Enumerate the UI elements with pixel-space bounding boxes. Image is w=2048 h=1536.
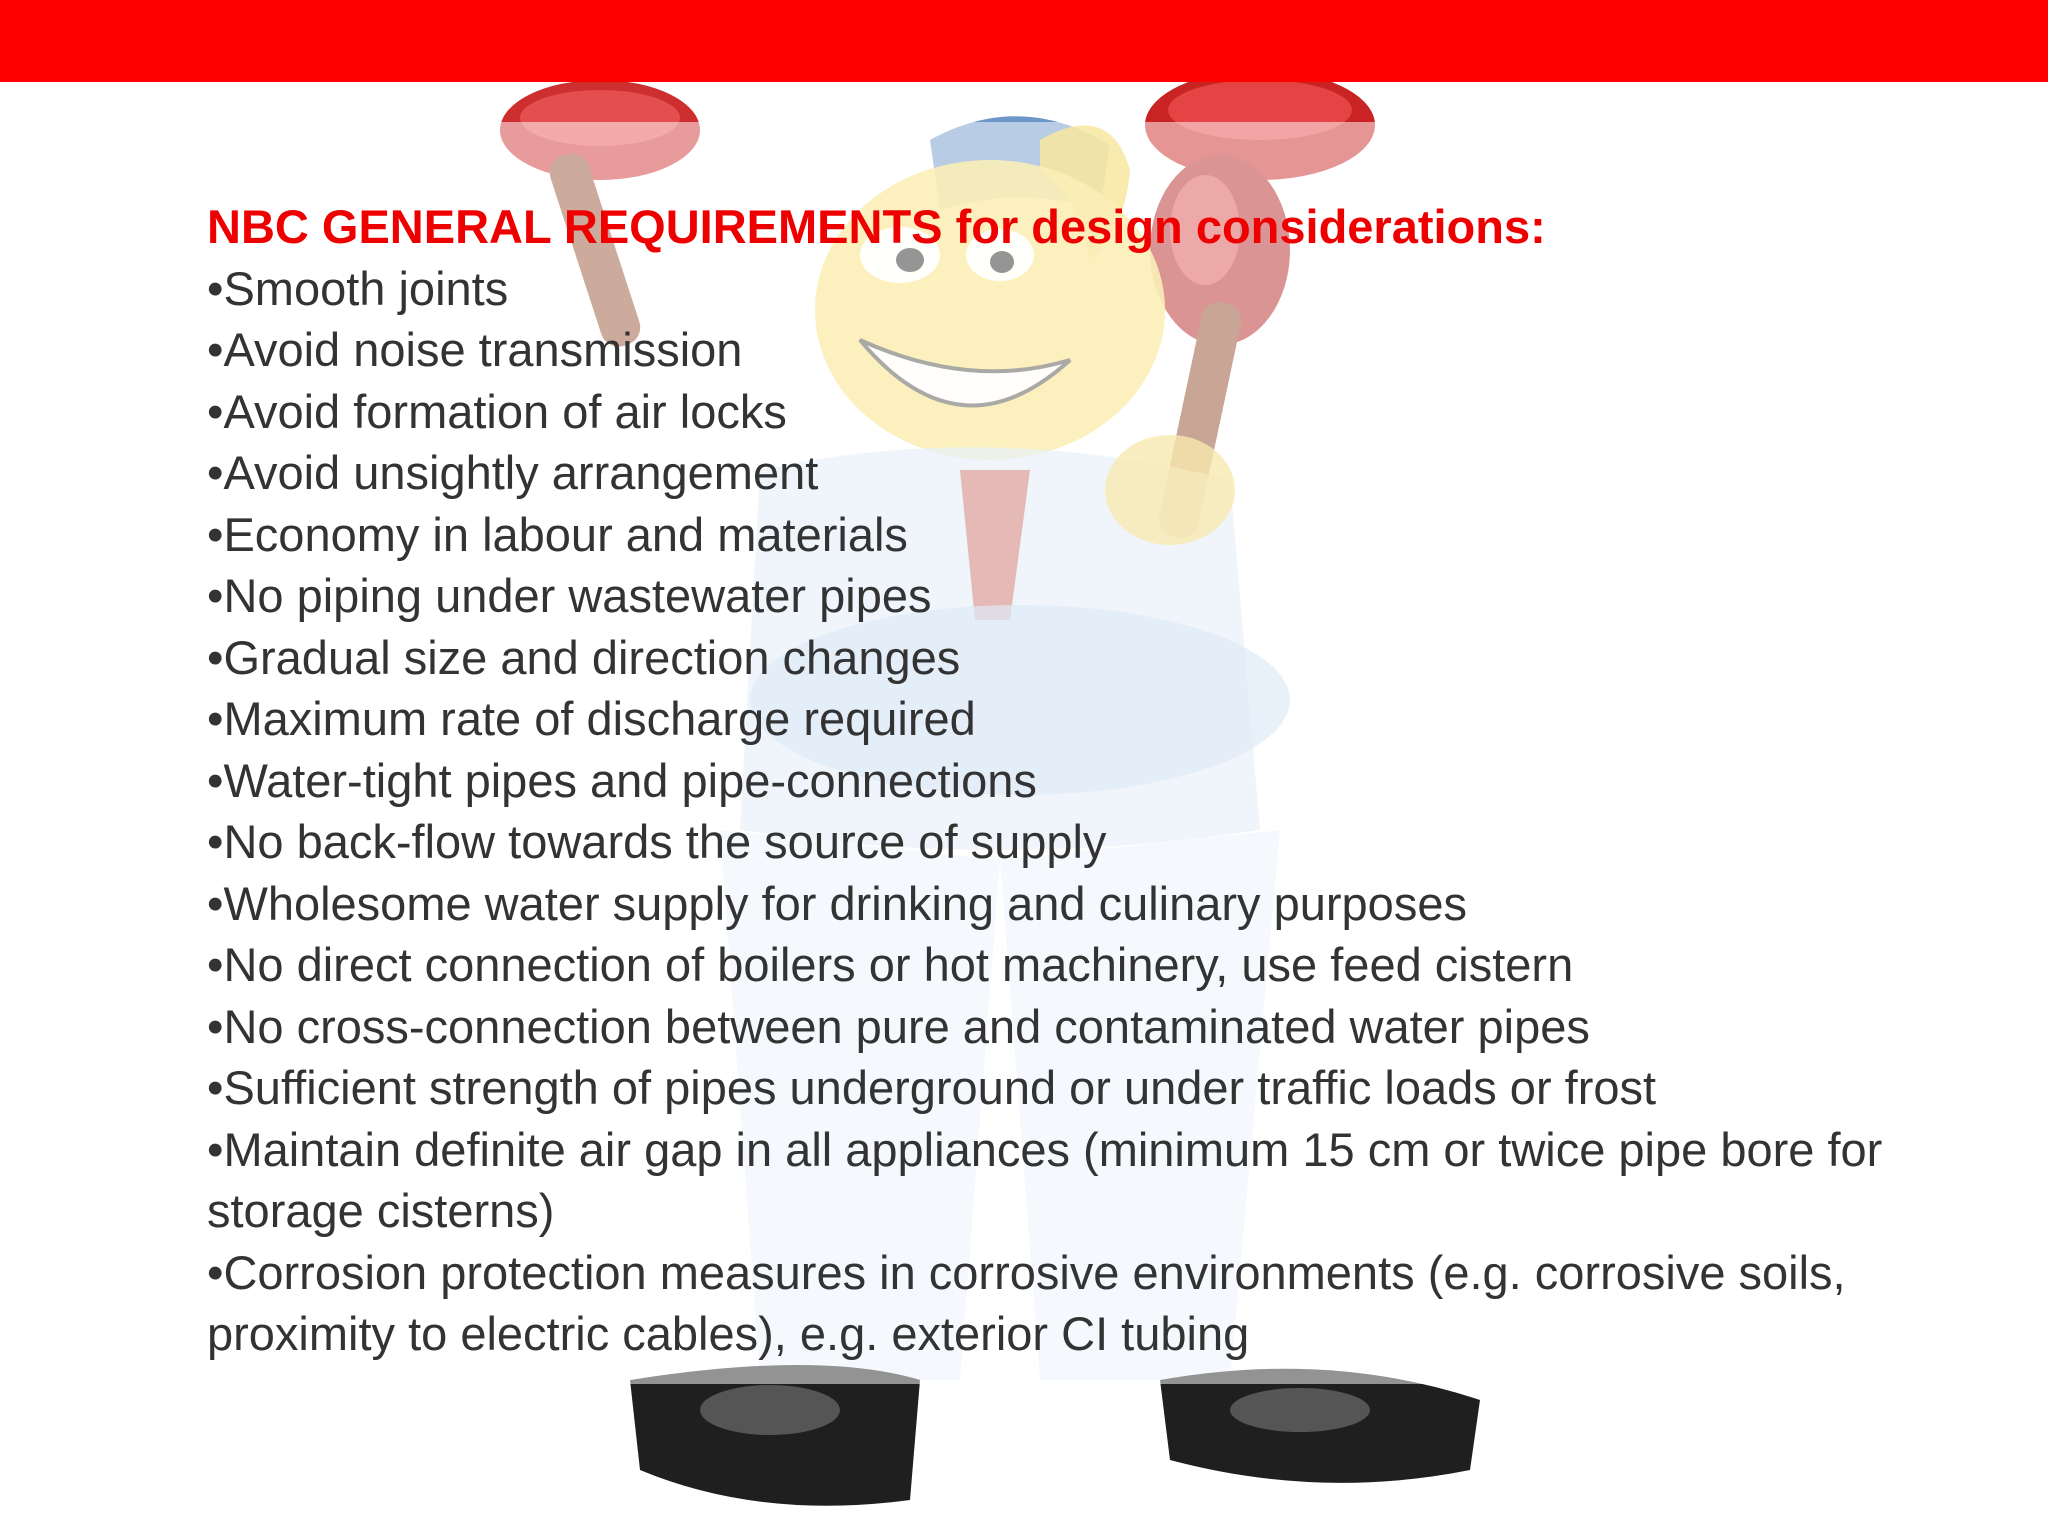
slide-content [207, 196, 1887, 1365]
list-item: •No cross-connection between pure and contaminated water pipes [207, 999, 1590, 1053]
list-item: •Maximum rate of discharge required [207, 692, 976, 745]
list-item: •Avoid formation of air locks [207, 384, 787, 438]
list-item: •Wholesome water supply for drinking and culinary purposes [207, 876, 1467, 930]
list-item: •Avoid unsightly arrangement [207, 446, 819, 499]
list-item: •Avoid noise transmission [207, 323, 743, 376]
list-item: •Corrosion protection measures in corrosive environments (e.g. corrosive soils, proximity to electric cables), e.g. exterior CI tubing [207, 1245, 1846, 1360]
list-item: •Sufficient strength of pipes underground or under traffic loads or frost [207, 1061, 1657, 1114]
list-item: •No direct connection of boilers or hot machinery, use feed cistern [207, 938, 1574, 991]
list-item: •Gradual size and direction changes [207, 630, 961, 684]
requirements-list [207, 258, 1887, 1365]
list-item: •No piping under wastewater pipes [207, 569, 932, 622]
list-item: •Smooth joints [207, 261, 509, 315]
list-item: •Water-tight pipes and pipe-connections [207, 753, 1037, 807]
list-item: •Maintain definite air gap in all appliances (minimum 15 cm or twice pipe bore for storage cisterns) [207, 1122, 1883, 1237]
list-item: •Economy in labour and materials [207, 507, 908, 561]
slide-heading: NBC GENERAL REQUIREMENTS for design considerations: [207, 200, 1546, 253]
list-item: •No back-flow towards the source of supply [207, 815, 1107, 868]
